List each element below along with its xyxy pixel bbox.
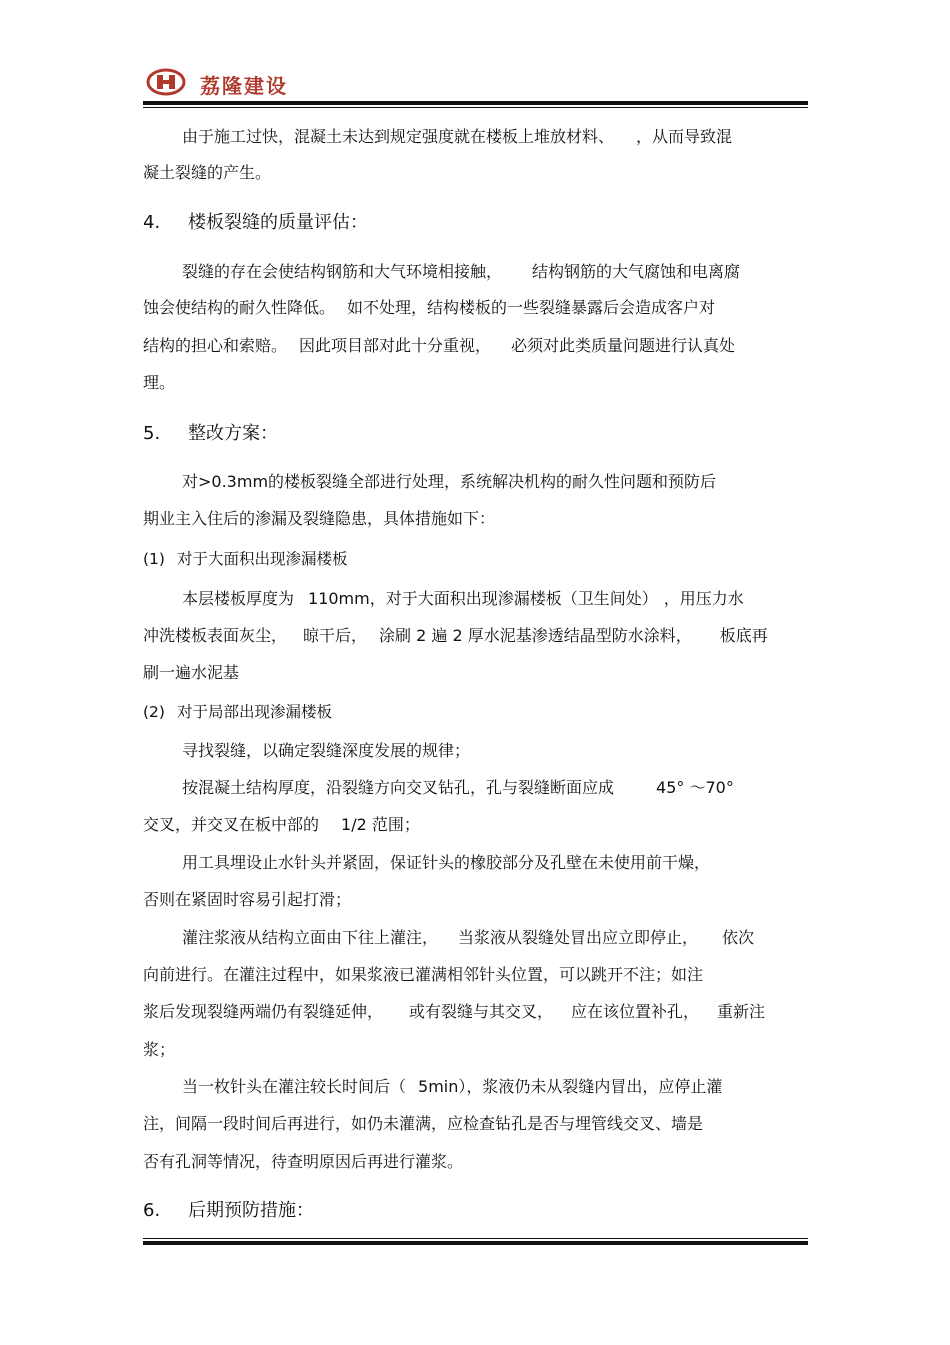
text-line: 用工具埋设止水针头并紧固，保证针头的橡胶部分及孔壁在未使用前干燥， [182,853,711,872]
text-line: 期业主入住后的渗漏及裂缝隐患，具体措施如下： [143,509,496,528]
text-line: 浆； [143,1040,176,1059]
header-rule-thin [143,107,808,108]
text-line: 寻找裂缝，以确定裂缝深度发展的规律； [182,741,471,760]
text-line: 灌注浆液从结构立面由下往上灌注， 当浆液从裂缝处冒出应立即停止， 依次 [182,928,755,947]
text-line: 裂缝的存在会使结构钢筋和大气环境相接触， 结构钢筋的大气腐蚀和电离腐 [182,262,741,281]
text-line: 交叉，并交叉在板中部的 1/2 范围； [143,815,420,834]
text-line: 否有孔洞等情况，待查明原因后再进行灌浆。 [143,1152,464,1171]
header-rule-thick [143,101,808,105]
text-line: 注，间隔一段时间后再进行，如仍未灌满，应检查钻孔是否与埋管线交叉、墙是 [143,1114,704,1133]
subsection-2: (2) 对于局部出现渗漏楼板 [143,703,333,721]
section-heading-4: 4. 楼板裂缝的质量评估： [143,212,368,233]
text-line: 向前进行。在灌注过程中，如果浆液已灌满相邻针头位置，可以跳开不注；如注 [143,965,704,984]
text-line: 由于施工过快，混凝土未达到规定强度就在楼板上堆放材料、 ，从而导致混 [182,127,733,146]
section-heading-5: 5. 整改方案： [143,423,278,444]
text-line: 冲洗楼板表面灰尘， 晾干后， 涂刷 2 遍 2 厚水泥基渗透结晶型防水涂料， 板底再 [143,626,768,645]
text-line: 否则在紧固时容易引起打滑； [143,890,352,909]
footer-rule-thin [143,1238,808,1239]
text-line: 结构的担心和索赔。 因此项目部对此十分重视， 必须对此类质量问题进行认真处 [143,336,736,355]
brand-name: 荔隆建设 [200,74,288,98]
text-line: 当一枚针头在灌注较长时间后（ 5min），浆液仍未从裂缝内冒出，应停止灌 [182,1077,723,1096]
text-line: 对>0.3mm的楼板裂缝全部进行处理，系统解决机构的耐久性问题和预防后 [182,472,717,491]
text-line: 蚀会使结构的耐久性降低。 如不处理，结构楼板的一些裂缝暴露后会造成客户对 [143,298,716,317]
text-line: 浆后发现裂缝两端仍有裂缝延伸， 或有裂缝与其交叉， 应在该位置补孔， 重新注 [143,1002,766,1021]
text-line: 按混凝土结构厚度，沿裂缝方向交叉钻孔，孔与裂缝断面应成 45° ～70° [182,778,734,797]
section-heading-6: 6. 后期预防措施： [143,1200,314,1221]
text-line: 刷一遍水泥基 [143,663,240,682]
text-line: 凝土裂缝的产生。 [143,163,272,182]
footer-rule-thick [143,1241,808,1245]
text-line: 本层楼板厚度为 110mm，对于大面积出现渗漏楼板（卫生间处） ，用压力水 [182,589,744,608]
text-line: 理。 [143,373,176,392]
company-logo-icon [146,68,186,96]
subsection-1: (1) 对于大面积出现渗漏楼板 [143,550,348,568]
